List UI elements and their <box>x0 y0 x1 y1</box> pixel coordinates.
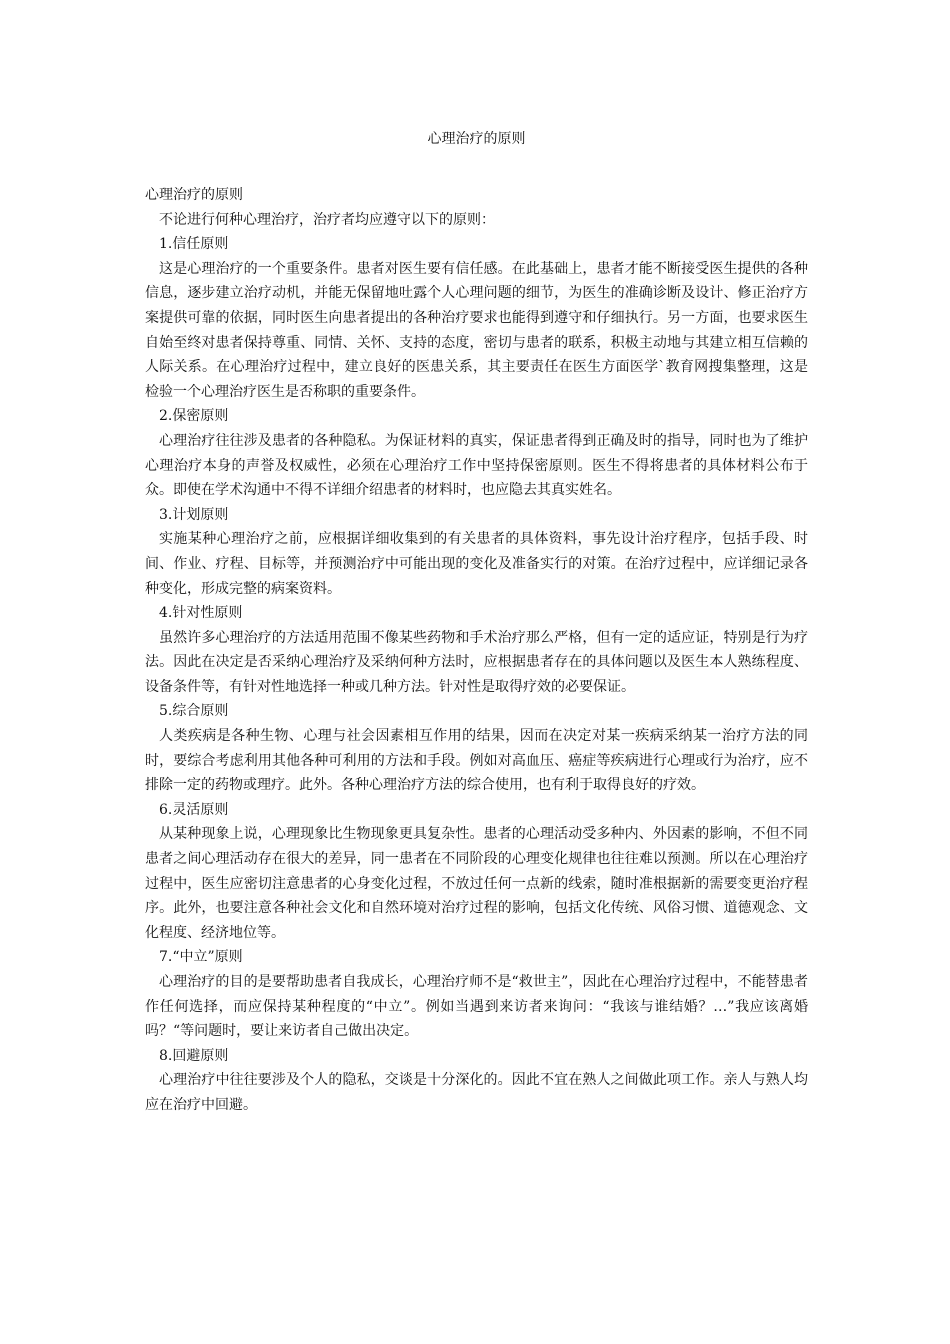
document-subtitle: 心理治疗的原则 <box>145 187 243 203</box>
section-neutrality <box>145 945 808 1043</box>
section-body: 实施某种心理治疗之前，应根据详细收集到的有关患者的具体资料，事先设计治疗程序，包括手段、时间、作业、疗程、目标等，并预测治疗中可能出现的变化及准备实行的对策。在治疗过程中，应详细记录各种变化，形成完整的病案资料。 <box>145 531 808 597</box>
section-heading: 3.计划原则 <box>159 506 229 523</box>
section-comprehensive <box>145 699 808 797</box>
document-page <box>145 122 808 1118</box>
section-trust <box>145 232 808 404</box>
section-confidentiality <box>145 404 808 502</box>
section-heading: 4.针对性原则 <box>159 605 243 622</box>
document-title: 心理治疗的原则 <box>427 131 526 147</box>
section-planning <box>145 503 808 601</box>
section-body: 人类疾病是各种生物、心理与社会因素相互作用的结果，因而在决定对某一疾病采纳某一治疗方法的同时，要综合考虑利用其他各种可利用的方法和手段。例如对高血压、癌症等疾病进行心理或行为治疗，应不排除一定的药物或理疗。此外。各种心理治疗方法的综合使用，也有利于取得良好的疗效。 <box>145 728 808 794</box>
section-heading: 8.回避原则 <box>159 1047 229 1064</box>
intro-paragraph: 不论进行何种心理治疗，治疗者均应遵守以下的原则： <box>159 211 495 228</box>
section-heading: 7.“中立”原则 <box>159 949 243 966</box>
section-body: 心理治疗的目的是要帮助患者自我成长，心理治疗师不是“救世主”，因此在心理治疗过程中，不能替患者作任何选择，而应保持某种程度的“中立”。例如当遇到来访者来询问：“我该与谁结婚？…”我应该离婚吗？“等问题时，要让来访者自己做出决定。 <box>145 974 808 1040</box>
section-heading: 5.综合原则 <box>159 703 229 720</box>
section-body: 心理治疗中往往要涉及个人的隐私，交谈是十分深化的。因此不宜在熟人之间做此项工作。亲人与熟人均应在治疗中回避。 <box>145 1072 808 1113</box>
section-body: 从某种现象上说，心理现象比生物现象更具复杂性。患者的心理活动受多种内、外因素的影响，不但不同患者之间心理活动存在很大的差异，同一患者在不同阶段的心理变化规律也往往难以预测。所以在心理治疗过程中，医生应密切注意患者的心身变化过程，不放过任何一点新的线索，随时准根据新的需要变更治疗程序。此外，也要注意各种社会文化和自然环境对治疗过程的影响，包括文化传统、风俗习惯、道德观念、文化程度、经济地位等。 <box>145 826 808 941</box>
section-heading: 2.保密原则 <box>159 408 229 425</box>
section-heading: 1.信任原则 <box>159 236 229 253</box>
section-avoidance <box>145 1044 808 1118</box>
section-targeting <box>145 601 808 699</box>
section-body: 虽然许多心理治疗的方法适用范围不像某些药物和手术治疗那么严格，但有一定的适应证，特别是行为疗法。因此在决定是否采纳心理治疗及采纳何种方法时，应根据患者存在的具体问题以及医生本人熟练程度、设备条件等，有针对性地选择一种或几种方法。针对性是取得疗效的必要保证。 <box>145 629 808 695</box>
section-body: 心理治疗往往涉及患者的各种隐私。为保证材料的真实，保证患者得到正确及时的指导，同时也为了维护心理治疗本身的声誉及权威性，必须在心理治疗工作中坚持保密原则。医生不得将患者的具体材料公布于众。即使在学术沟通中不得不详细介绍患者的材料时，也应隐去其真实姓名。 <box>145 432 808 499</box>
section-body: 这是心理治疗的一个重要条件。患者对医生要有信任感。在此基础上，患者才能不断接受医生提供的各种信息，逐步建立治疗动机，并能无保留地吐露个人心理问题的细节，为医生的准确诊断及设计、修正治疗方案提供可靠的依据，同时医生向患者提出的各种治疗要求也能得到遵守和仔细执行。另一方面，也要求医生自始至终对患者保持尊重、同情、关怀、支持的态度，密切与患者的联系，积极主动地与其建立相互信赖的人际关系。在心理治疗过程中，建立良好的医患关系，其主要责任在医生方面医学`教育网搜集整理，这是检验一个心理治疗医生是否称职的重要条件。 <box>145 260 808 400</box>
section-flexibility <box>145 798 808 946</box>
section-heading: 6.灵活原则 <box>159 801 229 818</box>
